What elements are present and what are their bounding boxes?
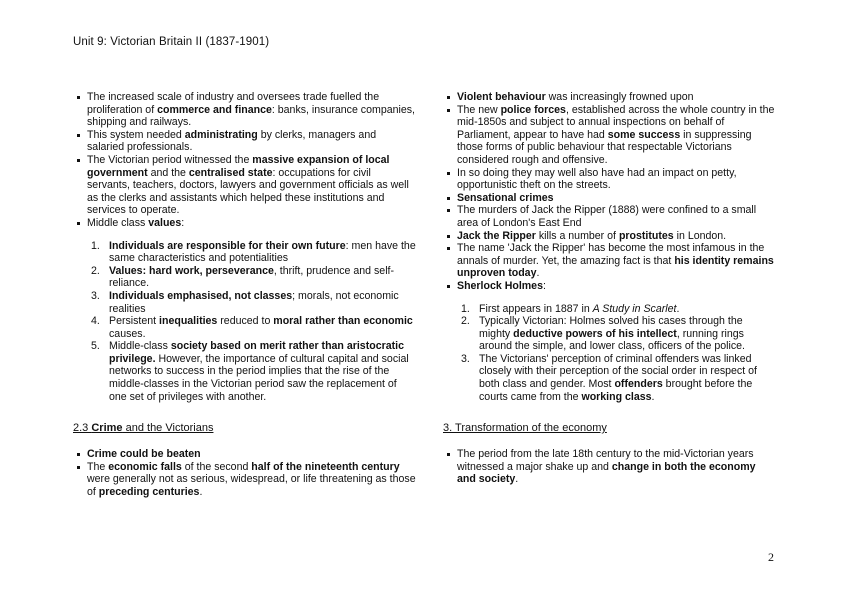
bullet-item: The new police forces, established across the whole country in the mid-1850s and subject to annual inspections on behalf of Parliament, appear to have had some success in suppressing those forms of public behaviour that respectable Victorians considered rough and offensive. [446,104,776,167]
bullet-item: In so doing they may well also have had an impact on petty, opportunistic theft on the streets. [446,167,776,192]
numbered-item: 4. Persistent inequalities reduced to moral rather than economic causes. [91,315,413,340]
numbered-item: 5. Middle-class society based on merit rather than aristocratic privilege. However, the importance of cultural capital and social networks to success in the period implies that the rise of the middle-classes in the Victorian period saw the replacement of one set of privileges with another. [91,340,409,403]
right-column [446,91,776,403]
economy-section-heading: 3. Transformation of the economy [443,422,607,434]
economy-bullet-list [446,448,776,486]
numbered-item: 3. The Victorians' perception of criminal offenders was linked closely with their perception of the social order in respect of both class and gender. Most offenders brought before the courts came from the working class. [461,352,757,403]
bullet-item: The increased scale of industry and oversees trade fuelled the proliferation of commerce and finance: banks, insurance companies, shipping and railways. [76,91,416,129]
values-numbered-list [76,240,416,404]
crime-bullet-list [76,448,416,498]
bullet-item: The name 'Jack the Ripper' has become the most infamous in the annals of murder. Yet, the amazing fact is that his identity remains unproven today. [446,242,776,280]
numbered-item: 1. Individuals are responsible for their own future: men have the same characteristics and potentialities [91,239,416,265]
bullet-item: Crime could be beaten [76,448,416,461]
numbered-item: 2. Typically Victorian: Holmes solved his cases through the mighty deductive powers of his intellect, running rings around the simple, and lower class, officers of the police. [461,315,745,353]
numbered-item: 1. First appears in 1887 in A Study in Scarlet. [461,302,680,315]
page-number: 2 [768,550,774,564]
bullet-item: Sensational crimes [446,192,776,205]
economy-section-body [446,448,776,486]
bullet-item: Jack the Ripper kills a number of prostitutes in London. [446,230,776,243]
bullet-item: The Victorian period witnessed the massive expansion of local government and the centralised state: occupations for civil servants, teachers, doctors, lawyers and government officials as well as the clerks and assistants which helped these institutions and services to operate. [76,154,416,217]
bullet-item: The economic falls of the second half of the nineteenth century were generally not as serious, widespread, or life threatening as those of preceding centuries. [76,461,416,499]
left-bullet-list [76,91,416,230]
page-header: Unit 9: Victorian Britain II (1837-1901) [73,36,270,48]
bullet-item: Sherlock Holmes: [446,280,776,293]
bullet-item: The murders of Jack the Ripper (1888) were confined to a small area of London's East End [446,204,776,229]
left-column [76,91,416,403]
numbered-item: 3. Individuals emphasised, not classes; morals, not economic realities [91,289,399,315]
bullet-item: This system needed administrating by clerks, managers and salaried professionals. [76,129,416,154]
bullet-item: The period from the late 18th century to the mid-Victorian years witnessed a major shake up and change in both the economy and society. [446,448,776,486]
bullet-item: Middle class values: [76,217,416,230]
crime-section-heading: 2.3 Crime and the Victorians [73,422,214,434]
right-bullet-list [446,91,776,293]
crime-section-body [76,448,416,498]
bullet-item: Violent behaviour was increasingly frowned upon [446,91,776,104]
numbered-item: 2. Values: hard work, perseverance, thrift, prudence and self-reliance. [91,264,395,290]
holmes-numbered-list [446,303,776,404]
